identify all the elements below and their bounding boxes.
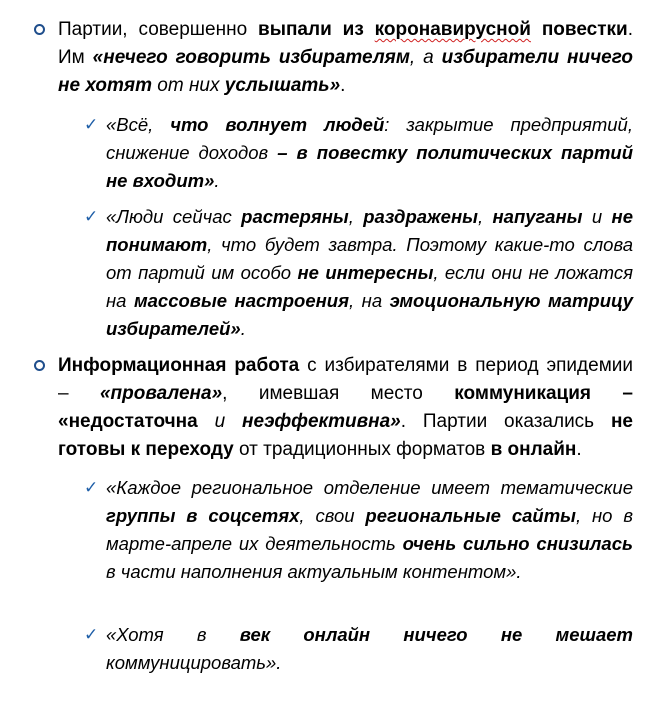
text-run-bold-italic: «провалена» — [99, 383, 223, 404]
text-run: , имевшая место — [222, 383, 455, 404]
text-run-bold-italic: услышать» — [224, 75, 341, 96]
text-run: «Каждое региональное отделение имеет тематические — [106, 477, 633, 498]
bullet-paragraph-information-work — [58, 352, 633, 464]
text-run: , что будет завтра. Поэтому какие-то слова от партий им особо — [106, 234, 633, 283]
check-bullet-icon: ✓ — [84, 207, 99, 227]
text-run-bold: выпали из — [258, 19, 375, 40]
text-run-bold: повестки — [530, 19, 628, 40]
text-run: «Всё, — [106, 114, 171, 135]
text-run-italic: , а — [409, 47, 442, 68]
bullet-paragraph-parties-dropped-out — [58, 16, 633, 100]
text-run: : закрытие предприятий, снижение доходов — [106, 114, 633, 163]
quote-people-are-confused — [84, 203, 634, 343]
text-run-bold: век онлайн ничего не мешает — [239, 624, 633, 645]
text-run-bold: массовые настроения — [133, 290, 350, 311]
text-run-bold: раздражены — [363, 206, 478, 227]
text-run-bold: напуганы — [492, 206, 583, 227]
text-run: . — [576, 439, 582, 460]
text-run-bold-italic: избиратели ничего не хотят — [58, 47, 634, 96]
text-run-bold: очень сильно снизилась — [402, 533, 633, 554]
text-run: , на — [349, 290, 390, 311]
text-run: от традиционных форматов — [233, 439, 491, 460]
text-run: «Люди сейчас — [106, 206, 242, 227]
text-run-bold: не интересны — [297, 262, 434, 283]
text-run: . Партии оказались — [400, 411, 611, 432]
text-run: , — [477, 206, 493, 227]
text-run-bold: – в повестку политических партий не входит» — [106, 142, 634, 191]
text-run-bold-italic: «нечего говорить избирателям — [92, 47, 410, 68]
circle-bullet-icon — [34, 360, 45, 371]
text-run: . — [214, 170, 220, 191]
check-bullet-icon: ✓ — [84, 115, 99, 135]
quote-regional-branches — [84, 474, 634, 586]
quote-what-worries-people — [84, 111, 634, 195]
quote-online-age — [84, 621, 633, 677]
text-run: . — [240, 318, 246, 339]
text-run-bold: в онлайн — [490, 439, 577, 460]
text-run: «Хотя в — [106, 624, 240, 645]
text-run-bold: коммуникация – «недостаточна — [58, 383, 633, 432]
check-bullet-icon: ✓ — [84, 625, 99, 645]
text-run: в части наполнения актуальным контентом». — [106, 561, 522, 582]
text-run: Партии, совершенно — [58, 19, 259, 40]
text-run-bold: региональные сайты — [365, 505, 576, 526]
text-run-bold: растеряны — [241, 206, 349, 227]
text-run-bold: группы в соцсетях — [106, 505, 300, 526]
text-run: . — [340, 75, 346, 96]
text-run: . Им — [58, 19, 634, 68]
text-run-italic: от них — [152, 75, 225, 96]
text-run-bold-spellcheck: коронавирусной — [374, 19, 531, 40]
text-run-bold: Информационная работа — [58, 355, 300, 376]
text-run-bold: эмоциональную матрицу избирателей» — [106, 290, 634, 339]
text-run-bold: не понимают — [106, 206, 633, 255]
text-run: , свои — [299, 505, 366, 526]
text-run: , — [348, 206, 364, 227]
text-run-bold-italic: неэффективна» — [242, 411, 401, 432]
text-run: коммуницировать». — [106, 652, 282, 673]
text-run: , но в марте-апреле их деятельность — [106, 505, 634, 554]
text-run: , если они не ложатся на — [106, 262, 634, 311]
circle-bullet-icon — [34, 24, 45, 35]
text-run-bold: что волнует людей — [170, 114, 385, 135]
text-run: и — [582, 206, 612, 227]
text-run-italic: и — [197, 411, 243, 432]
check-bullet-icon: ✓ — [84, 478, 99, 498]
text-run: с избирателями в период эпидемии – — [58, 355, 633, 404]
text-run-bold: не готовы к переходу — [58, 411, 633, 460]
